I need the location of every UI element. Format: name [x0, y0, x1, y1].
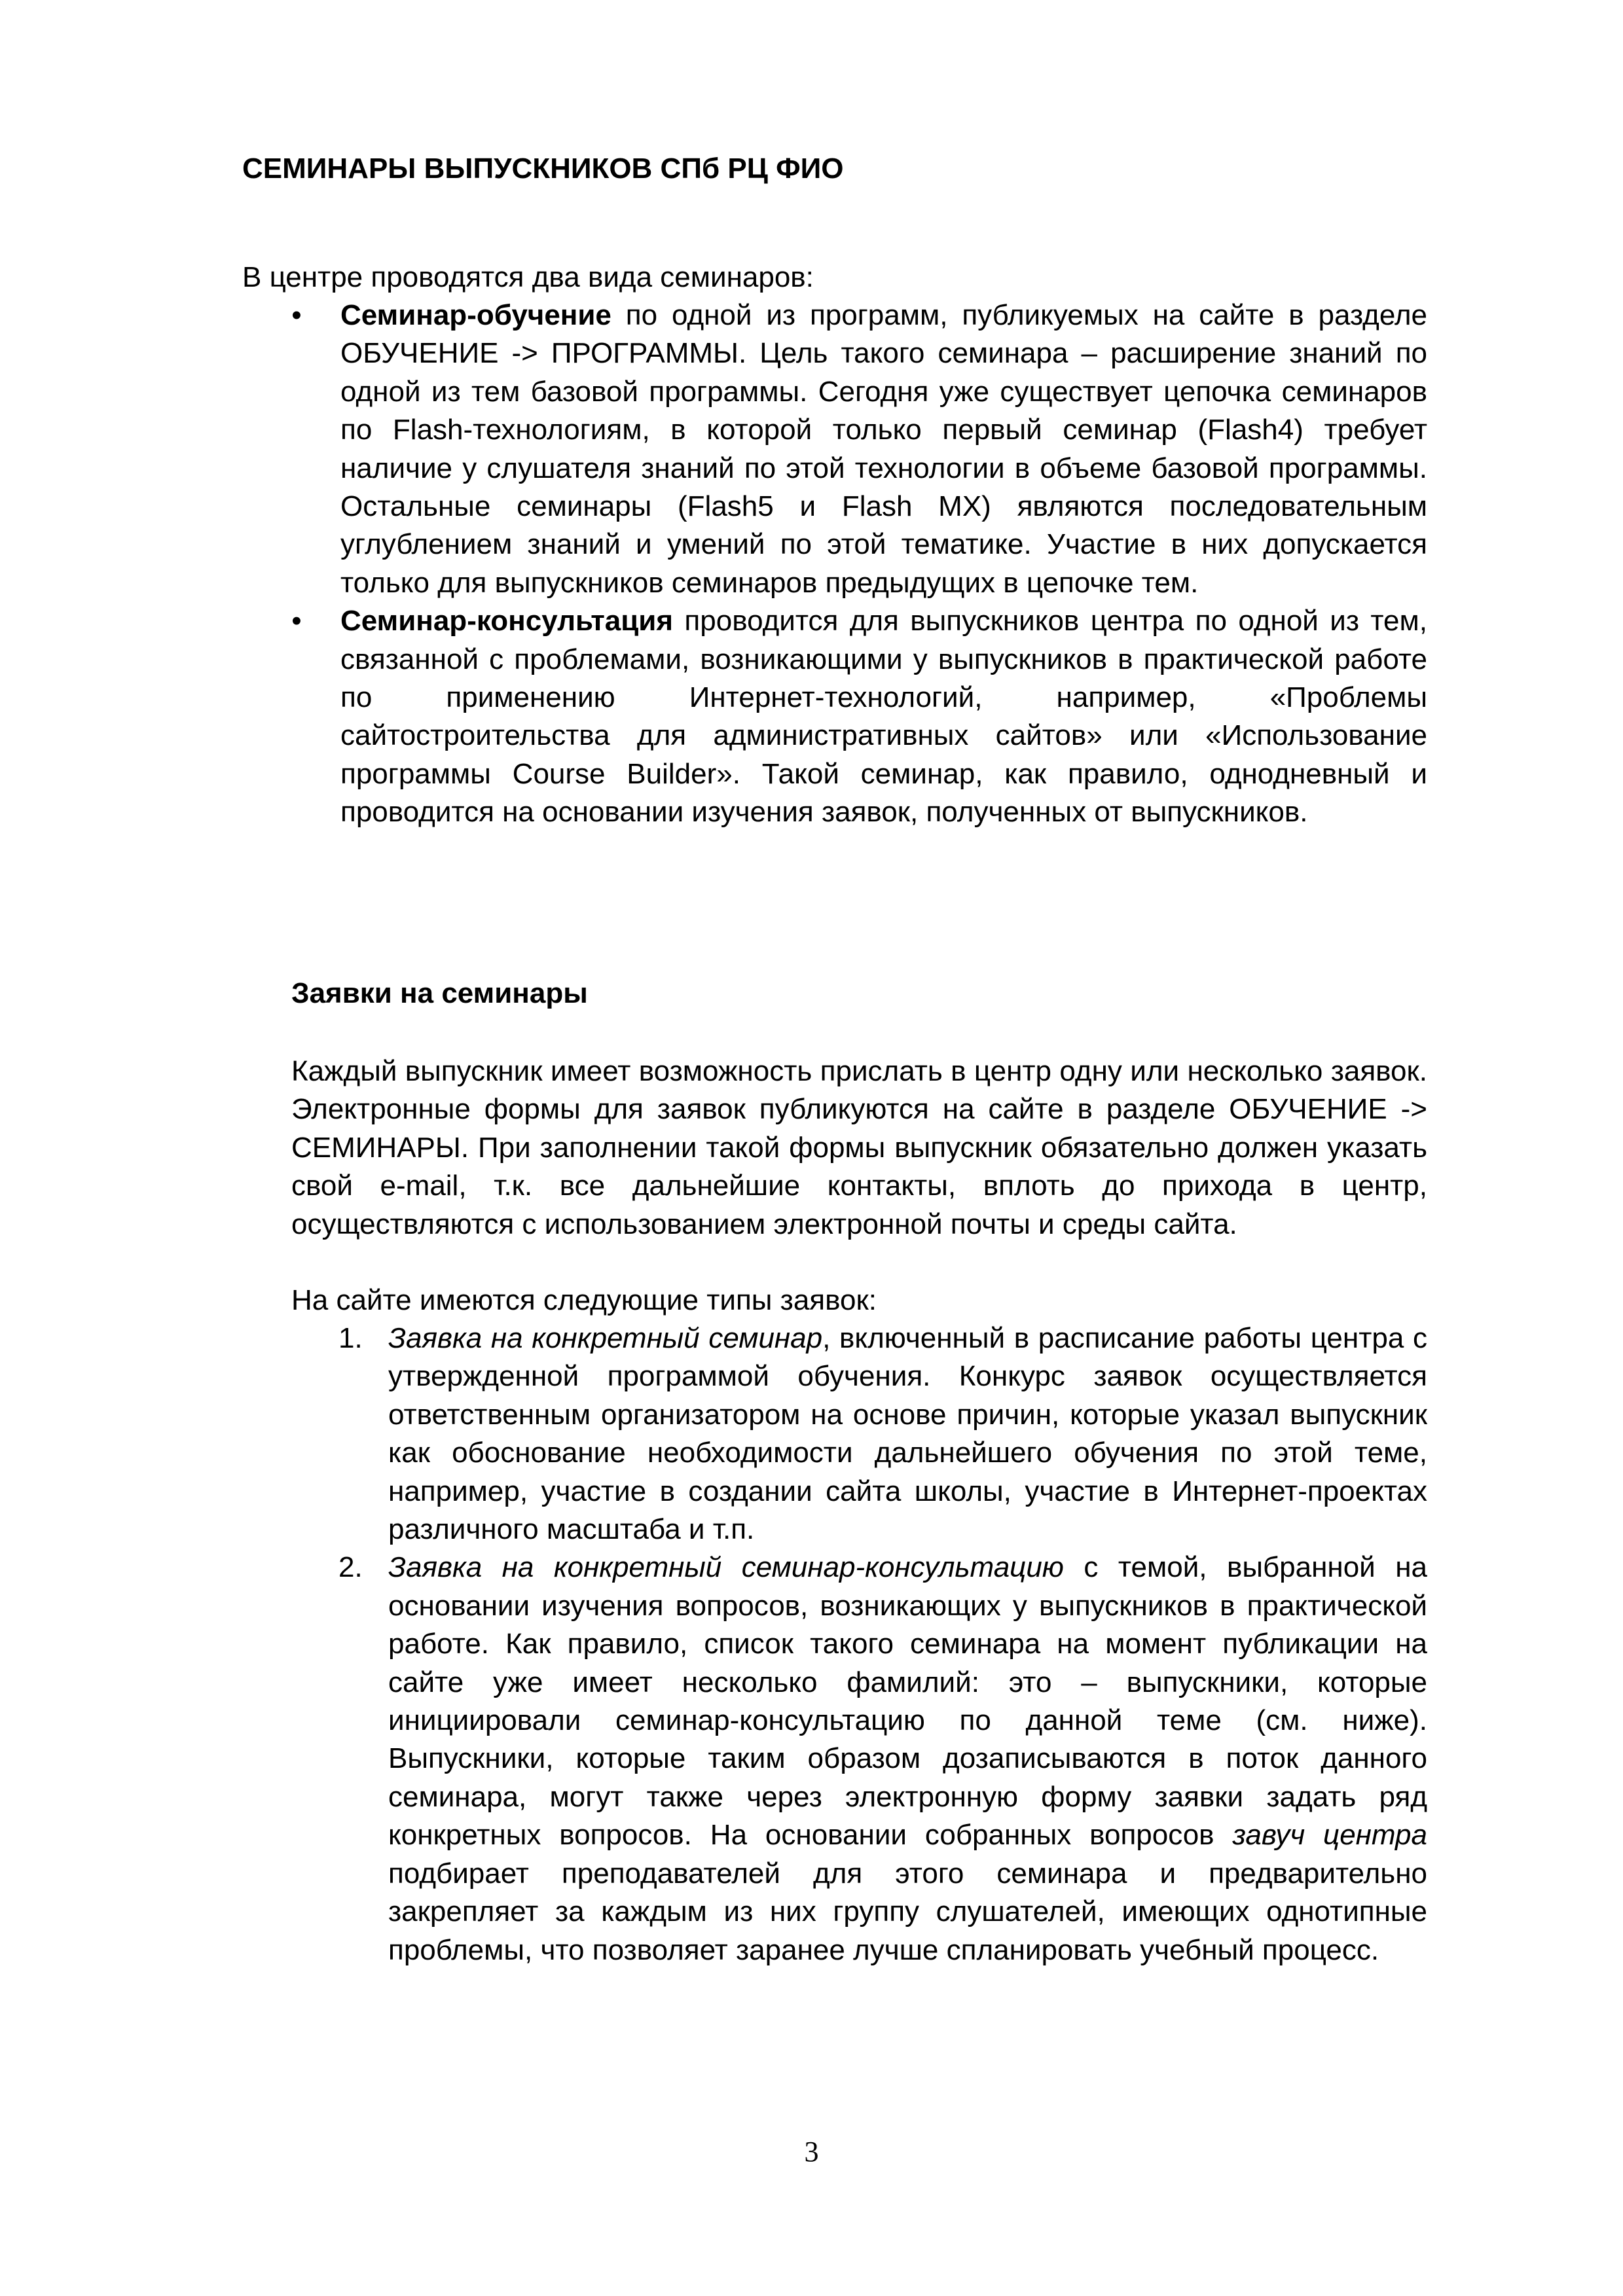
request-types-list [291, 1319, 1427, 1969]
list-number: 1. [338, 1322, 363, 1354]
item-text: подбирает преподавателей для этого семинара и предварительно закрепляет за каждым из них группу слушателей, имеющих однотипные проблемы, что позволяет заранее лучше спланировать учебный процесс. [388, 1857, 1427, 1966]
item-italic-term: Заявка на конкретный семинар-консультацию [388, 1551, 1064, 1584]
page-number: 3 [804, 2136, 819, 2168]
item-text: с темой, выбранной на основании изучения вопросов, возникающих у выпускников в практической работе. Как правило, список такого семинара на момент публикации на сайте уже имеет несколько фамилий: это – выпускники, которые инициировали семинар-консультацию по данной теме (см. ниже). Выпускники, которые таким образом дозаписываются в поток данного семинара, могут также через электронную форму заявки задать ряд конкретных вопросов. На основании собранных вопросов [388, 1551, 1427, 1852]
paragraph: Каждый выпускник имеет возможность прислать в центр одну или несколько заявок. Электронные формы для заявок публикуются на сайте в разделе ОБУЧЕНИЕ -> СЕМИНАРЫ. При заполнении такой формы выпускник обязательно должен указать свой e-mail, т.к. все дальнейшие контакты, вплоть до прихода в центр, осуществляются с использованием электронной почты и среды сайта. [291, 1055, 1427, 1240]
list-item [242, 602, 1427, 831]
list-item [291, 1549, 1427, 1969]
bullet-text: проводится для выпускников центра по одной из тем, связанной с проблемами, возникающими у выпускников в практической работе по применению Интернет-технологий, например, «Проблемы сайтостроительства для административных сайтов» или «Использование программы Course Builder». Такой семинар, как правило, однодневный и проводится на основании изучения заявок, полученных от выпускников. [340, 605, 1427, 829]
bullet-icon: • [291, 605, 302, 637]
item-text: , включенный в расписание работы центра с утвержденной программой обучения. Конкурс заявок осуществляется ответственным организатором на основе причин, которые указал выпускник как обоснование необходимости дальнейшего обучения по этой теме, например, участие в создании сайта школы, участие в Интернет-проектах различного масштаба и т.п. [388, 1322, 1427, 1546]
list-item [242, 296, 1427, 602]
paragraph: На сайте имеются следующие типы заявок: [291, 1284, 877, 1316]
page-title: СЕМИНАРЫ ВЫПУСКНИКОВ СПб РЦ ФИО [242, 152, 844, 185]
item-italic-term: Заявка на конкретный семинар [388, 1322, 823, 1354]
intro-text: В центре проводятся два вида семинаров: [242, 261, 814, 293]
section-heading: Заявки на семинары [291, 977, 588, 1009]
seminar-types-list [242, 296, 1427, 832]
bullet-term: Семинар-консультация [340, 605, 674, 637]
bullet-term: Семинар-обучение [340, 299, 611, 331]
item-italic-term: завуч центра [1232, 1819, 1427, 1852]
bullet-icon: • [291, 299, 302, 331]
bullet-text: по одной из программ, публикуемых на сайте в разделе ОБУЧЕНИЕ -> ПРОГРАММЫ. Цель такого семинара – расширение знаний по одной из тем базовой программы. Сегодня уже существует цепочка семинаров по Flash-технологиям, в которой только первый семинар (Flash4) требует наличие у слушателя знаний по этой технологии в объеме базовой программы. Остальные семинары (Flash5 и Flash MX) являются последовательным углублением знаний и умений по этой тематике. Участие в них допускается только для выпускников семинаров предыдущих в цепочке тем. [340, 299, 1427, 599]
list-item [291, 1319, 1427, 1549]
list-number: 2. [338, 1551, 363, 1584]
